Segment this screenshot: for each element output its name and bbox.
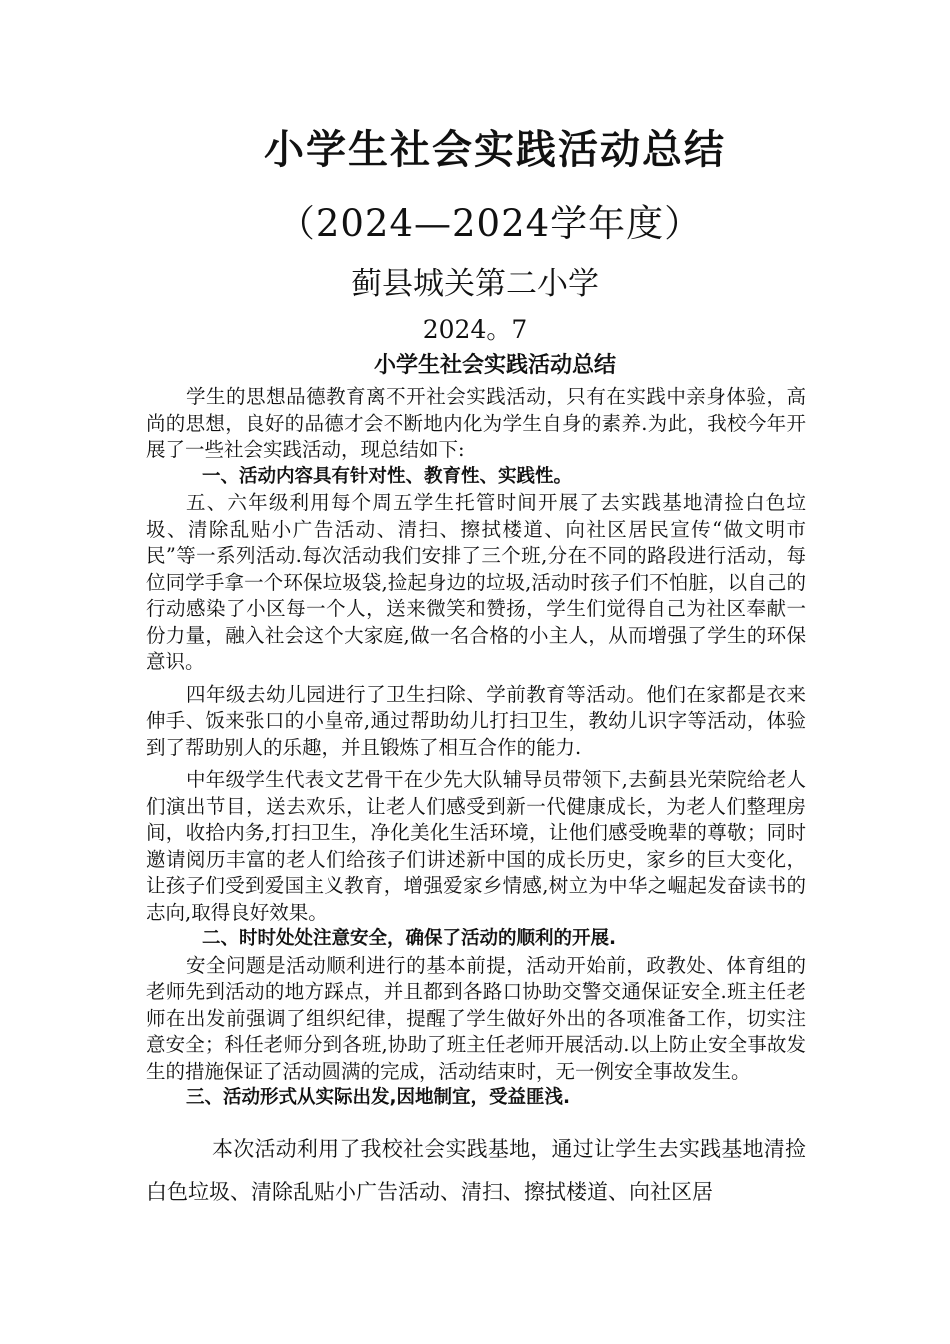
heading-1: 一、活动内容具有针对性、教育性、实践性。 (202, 465, 573, 487)
school-name: 蓟县城关第二小学 (351, 266, 599, 302)
paragraph-5: 本次活动利用了我校社会实践基地，通过让学生去实践基地清捡白色垃圾、清除乱贴小广告活动、清扫、擦拭楼道、向社区居 (146, 1137, 806, 1204)
document-date: 2024。7 (422, 315, 528, 344)
school-year: （2024—2024学年度） (277, 202, 703, 245)
document-body (146, 384, 806, 1112)
document-title: 小学生社会实践活动总结 (264, 126, 726, 173)
section-title: 小学生社会实践活动总结 (373, 353, 616, 378)
paragraph-2: 四年级去幼儿园进行了卫生扫除、学前教育等活动。他们在家都是衣来伸手、饭来张口的小皇帝,通过帮助幼儿打扫卫生，教幼儿识字等活动，体验到了帮助别人的乐趣，并且锻炼了相互合作的能力. (146, 682, 806, 759)
paragraph-4: 安全问题是活动顺利进行的基本前提，活动开始前，政教处、体育组的老师先到活动的地方踩点，并且都到各路口协助交警交通保证安全.班主任老师在出发前强调了组织纪律，提醒了学生做好外出的各项准备工作，切实注意安全；科任老师分到各班,协助了班主任老师开展活动.以上防止安全事故发生的措施保证了活动圆满的完成，活动结束时，无一例安全事故发生。 (146, 953, 806, 1083)
intro-paragraph: 学生的思想品德教育离不开社会实践活动，只有在实践中亲身体验，高尚的思想，良好的品德才会不断地内化为学生自身的素养.为此，我校今年开展了一些社会实践活动，现总结如下: (146, 385, 806, 461)
heading-3: 三、活动形式从实际出发,因地制宜，受益匪浅. (186, 1087, 571, 1108)
paragraph-1: 五、六年级利用每个周五学生托管时间开展了去实践基地清捡白色垃圾、清除乱贴小广告活动、清扫、擦拭楼道、向社区居民宣传“做文明市民”等一系列活动.每次活动我们安排了三个班,分在不同的路段进行活动，每位同学手拿一个环保垃圾袋,捡起身边的垃圾,活动时孩子们不怕脏，以自己的行动感染了小区每一个人，送来微笑和赞扬，学生们觉得自己为社区奉献一份力量，融入社会这个大家庭,做一名合格的小主人，从而增强了学生的环保意识。 (146, 491, 806, 673)
heading-2: 二、时时处处注意安全，确保了活动的顺利的开展. (202, 928, 617, 949)
closing-section (146, 1128, 806, 1214)
paragraph-3: 中年级学生代表文艺骨干在少先大队辅导员带领下,去蓟县光荣院给老人们演出节目，送去欢乐，让老人们感受到新一代健康成长，为老人们整理房间，收拾内务,打扫卫生，净化美化生活环境，让他们感受晚辈的尊敬；同时邀请阅历丰富的老人们给孩子们讲述新中国的成长历史，家乡的巨大变化，让孩子们受到爱国主义教育，增强爱家乡情感,树立为中华之崛起发奋读书的志向,取得良好效果。 (146, 768, 806, 924)
